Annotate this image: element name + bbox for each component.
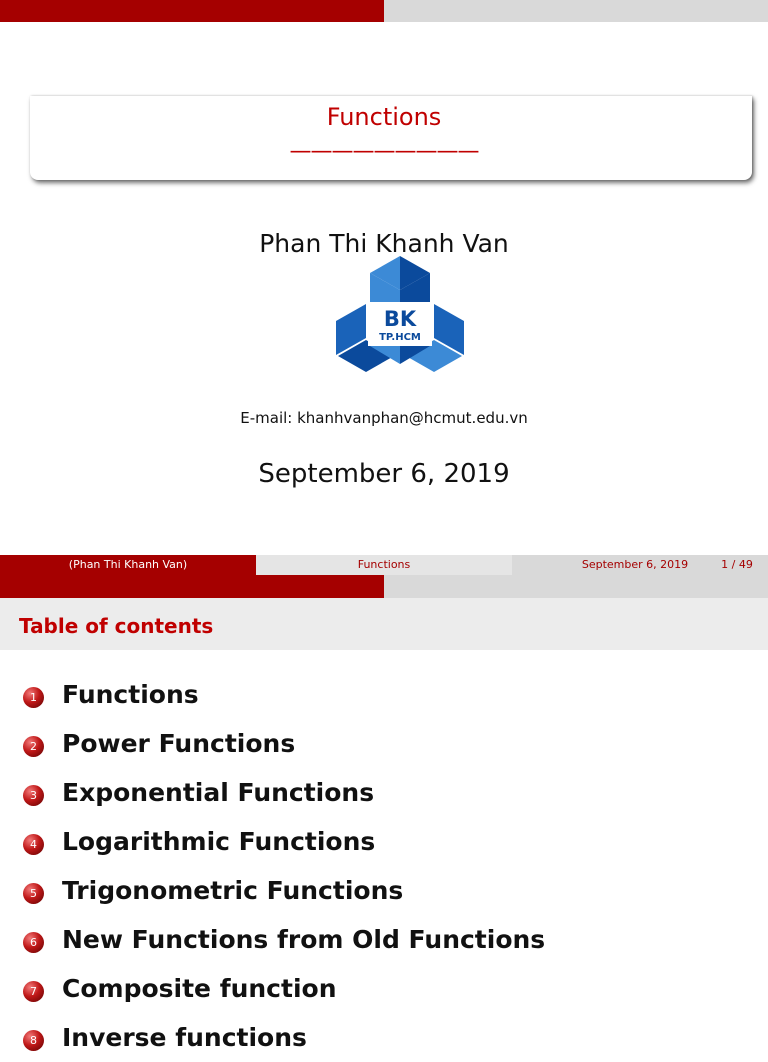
footer-author: (Phan Thi Khanh Van) [68, 558, 188, 571]
toc-item[interactable] [23, 768, 545, 817]
toc-number-ball: 7 [23, 981, 44, 1002]
toc-label: Trigonometric Functions [62, 875, 404, 905]
toc-number-ball: 3 [23, 785, 44, 806]
logo-text-bk: BK [383, 307, 417, 331]
toc-label: New Functions from Old Functions [62, 924, 546, 954]
toc-label: Functions [62, 679, 199, 709]
toc-number-ball: 5 [23, 883, 44, 904]
author-name: Phan Thi Khanh Van [259, 229, 509, 258]
toc-number-ball: 8 [23, 1030, 44, 1051]
frame-title: Table of contents [19, 614, 214, 638]
toc-item[interactable] [23, 670, 545, 719]
toc-item[interactable] [23, 964, 545, 1013]
table-of-contents [23, 670, 545, 1062]
toc-number-ball: 6 [23, 932, 44, 953]
logo-text-tphcm: TP.HCM [379, 332, 421, 343]
presentation-date: September 6, 2019 [258, 459, 510, 489]
header-bar-grey [384, 0, 768, 22]
toc-number-ball: 1 [23, 687, 44, 708]
header-bar-red [0, 0, 384, 22]
toc-label: Inverse functions [62, 1022, 307, 1052]
author-email: E-mail: khanhvanphan@hcmut.edu.vn [240, 409, 528, 427]
header-bar-grey [384, 575, 768, 598]
footer-page-number: 1 / 49 [721, 558, 753, 571]
toc-label: Composite function [62, 973, 337, 1003]
toc-label: Exponential Functions [62, 777, 375, 807]
toc-label: Power Functions [62, 728, 296, 758]
slide-title: Functions [326, 103, 442, 131]
header-bar-red [0, 575, 384, 598]
toc-item[interactable] [23, 817, 545, 866]
toc-label: Logarithmic Functions [62, 826, 376, 856]
toc-number-ball: 2 [23, 736, 44, 757]
footer-date: September 6, 2019 [581, 558, 689, 571]
toc-item[interactable] [23, 915, 545, 964]
footer-title: Functions [357, 558, 411, 571]
toc-item[interactable] [23, 719, 545, 768]
title-underline: ————————— [289, 139, 479, 164]
toc-item[interactable] [23, 1013, 545, 1062]
bk-tphcm-logo [336, 256, 464, 374]
toc-number-ball: 4 [23, 834, 44, 855]
toc-item[interactable] [23, 866, 545, 915]
